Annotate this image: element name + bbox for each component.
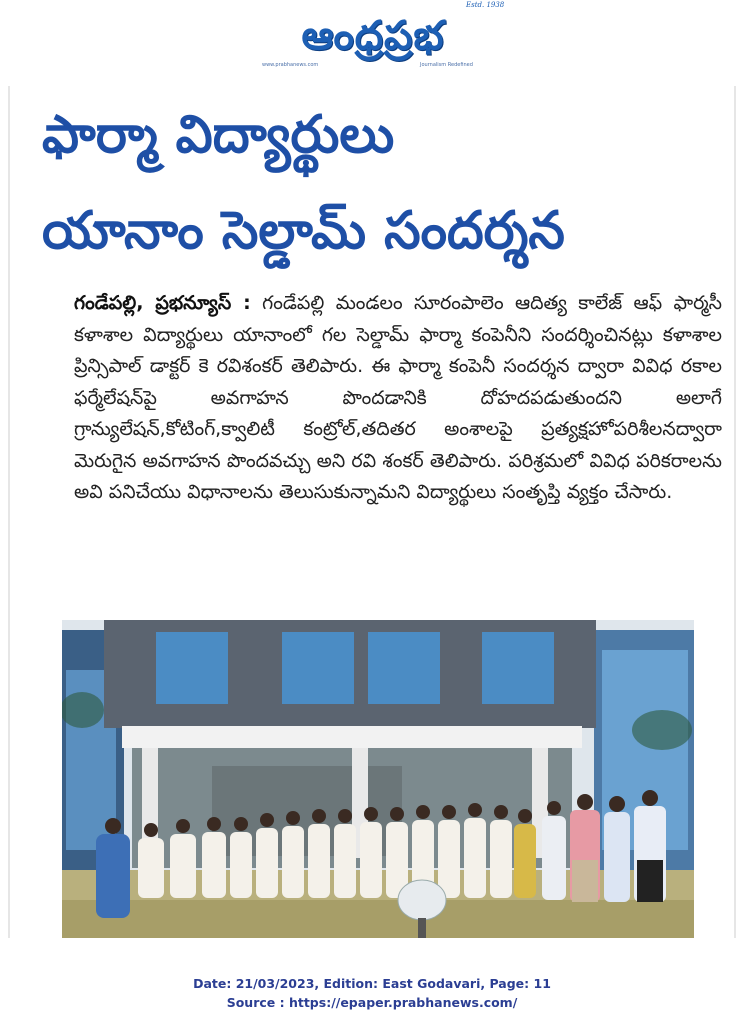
footer xyxy=(0,974,744,1012)
group-photo-illustration xyxy=(62,620,694,938)
edition-info: Date: 21/03/2023, Edition: East Godavari, Page: 11 xyxy=(193,976,551,991)
source-link[interactable]: Source : https://epaper.prabhanews.com/ xyxy=(226,995,518,1010)
dateline: గండేపల్లి, ప్రభన్యూస్ : xyxy=(74,292,251,314)
group-photo xyxy=(62,620,694,938)
headline-line-1: ఫార్మా విద్యార్థులు xyxy=(42,105,395,165)
masthead-tagline: Journalism Redefined xyxy=(420,62,473,68)
masthead xyxy=(0,0,744,76)
estd-label: Estd. 1938 xyxy=(466,1,505,9)
masthead-website: www.prabhanews.com xyxy=(262,62,319,68)
headline-line-2: యానాం సెల్డామ్ సందర్శన xyxy=(42,201,565,261)
article-text: గండేపల్లి మండలం సూరంపాలెం ఆదిత్య కాలేజ్ ఆఫ్ ఫార్మసీ కళాశాల విద్యార్థులు యానాంలో గల సెల్డామ్ ఫార్మా కంపెనీని సందర్శించినట్లు కళాశాల ప్రిన్సిపాల్ డాక్టర్ కె రవిశంకర్ తెలిపారు. ఈ ఫార్మా కంపెనీ సందర్శన ద్వారా వివిధ రకాల ఫర్మేలేషన్‌పై అవగాహన పొందడానికి దోహదపడుతుందని అలాగే గ్రాన్యులేషన్,కోటింగ్,క్వాలిటీ కంట్రోల్,తదితర అంశాలపై ప్రత్యక్షహోపరిశీలనద్వారా మెరుగైన అవగాహన పొందవచ్చు అని రవి శంకర్ తెలిపారు. పరిశ్రమలో వివిధ పరికరాలను అవి పనిచేయు విధానాలను తెలుసుకున్నామని విద్యార్థులు సంతృప్తి వ్యక్తం చేసారు. xyxy=(74,292,722,503)
newspaper-logo: ఆంధ్రప్రభ xyxy=(301,13,445,59)
article-body xyxy=(74,288,722,509)
